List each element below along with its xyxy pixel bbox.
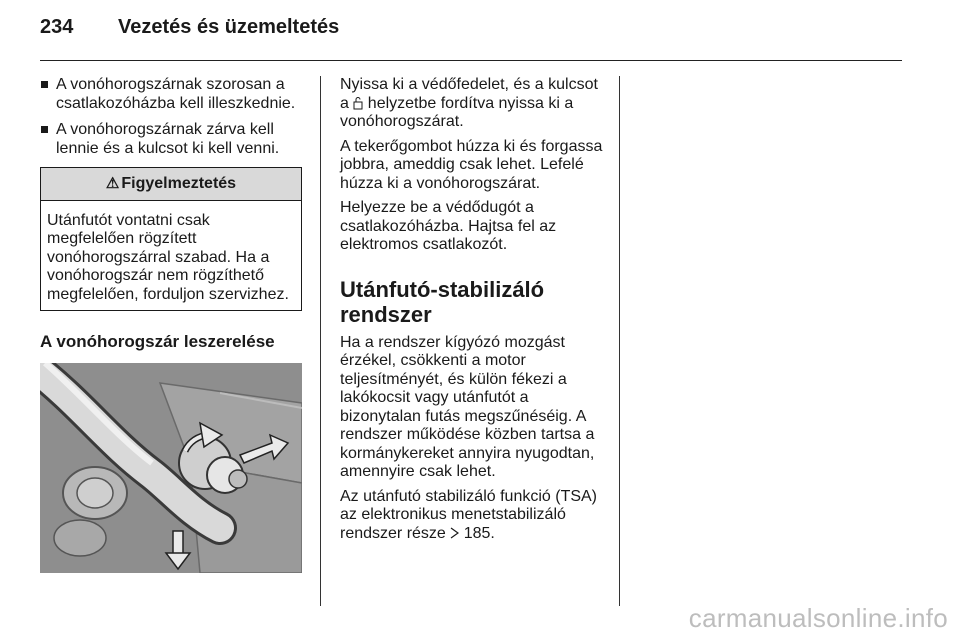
text-line: elektromos csatlakozót. (340, 236, 508, 253)
paragraph (340, 488, 606, 544)
bullet-text: A vonóhorogszárnak zárva kell lennie és a kulcsot ki kell venni. (56, 121, 280, 157)
page-reference-number: 185. (463, 524, 495, 542)
text-line: A tekerőgombot húzza ki és forgassa (340, 137, 603, 155)
warning-triangle-icon: ⚠ (105, 175, 120, 192)
text-line: Helyezze be a védődugót a (340, 199, 534, 216)
text-line: kormánykereket annyira nyugodtan, (340, 444, 595, 462)
warning-line: megfelelően, forduljon szervizhez. (47, 285, 289, 303)
page-header (40, 16, 339, 39)
paragraph (340, 199, 606, 255)
warning-box (40, 167, 302, 311)
page-number: 234 (40, 16, 74, 38)
bullet-text: A vonóhorogszárnak szorosan a csatlakozóházba kell illeszkednie. (56, 76, 296, 112)
text-segment: rendszer része (340, 524, 446, 542)
warning-header (41, 168, 301, 201)
text-line: húzza ki a vonóhorogszárat. (340, 174, 541, 192)
text-line: amennyire csak lehet. (340, 463, 496, 480)
watermark: carmanualsonline.info (688, 603, 948, 633)
text-line: csatlakozóházba. Hajtsa fel az (340, 217, 557, 235)
text-line: a helyzetbe fordítva nyissa ki a (340, 94, 574, 112)
tow-hook-removal-illustration (40, 363, 302, 573)
header-divider (40, 60, 902, 61)
paragraph (340, 334, 606, 482)
left-column (40, 76, 302, 573)
text-line: Ha a rendszer kígyózó mozgást (340, 333, 565, 351)
bullet-square-icon (41, 126, 48, 133)
warning-line: megfelelően rögzített (47, 230, 197, 247)
column-divider-right (619, 76, 620, 606)
warning-line: Utánfutót vontatni csak (47, 211, 210, 229)
paragraph (340, 138, 606, 194)
text-line: Az utánfutó stabilizáló funkció (TSA) (340, 487, 598, 505)
unlock-icon (353, 95, 363, 112)
warning-body (41, 201, 301, 311)
page-reference-link[interactable] (450, 525, 495, 542)
text-line: bizonytalan futás megszűnéséig. A (340, 407, 587, 425)
text-line: teljesítményét, és külön fékezi a (340, 370, 567, 388)
text-line: az elektronikus menetstabilizáló (340, 506, 566, 523)
text-line: jobbra, ameddig csak lehet. Lefelé (340, 156, 584, 173)
text-line: Nyissa ki a védőfedelet, és a kulcsot (340, 76, 598, 93)
text-line: érzékel, csökkenti a motor (340, 352, 526, 369)
warning-title: Figyelmeztetés (121, 175, 237, 192)
section-title (340, 277, 606, 327)
section-title-line: Utánfutó-stabilizáló (340, 276, 545, 302)
text-line: vonóhorogszárat. (340, 113, 464, 130)
bullet-item (40, 121, 302, 158)
warning-line: vonóhorogszár nem rögzíthető (47, 267, 265, 284)
page-title: Vezetés és üzemeltetés (118, 16, 340, 38)
section-title-line: rendszer (340, 301, 432, 327)
column-divider-left (320, 76, 321, 606)
text-line: rendszer működése közben tartsa a (340, 426, 595, 443)
middle-column (340, 76, 606, 549)
text-line (340, 525, 606, 544)
warning-line: vonóhorogszárral szabad. Ha a (47, 248, 270, 266)
page-reference-arrow-icon (450, 525, 459, 542)
bullet-square-icon (41, 81, 48, 88)
paragraph (340, 76, 606, 132)
subheading: A vonóhorogszár leszerelése (40, 332, 275, 351)
bullet-item (40, 76, 302, 113)
text-line: lakókocsit vagy utánfutót a (340, 389, 529, 406)
